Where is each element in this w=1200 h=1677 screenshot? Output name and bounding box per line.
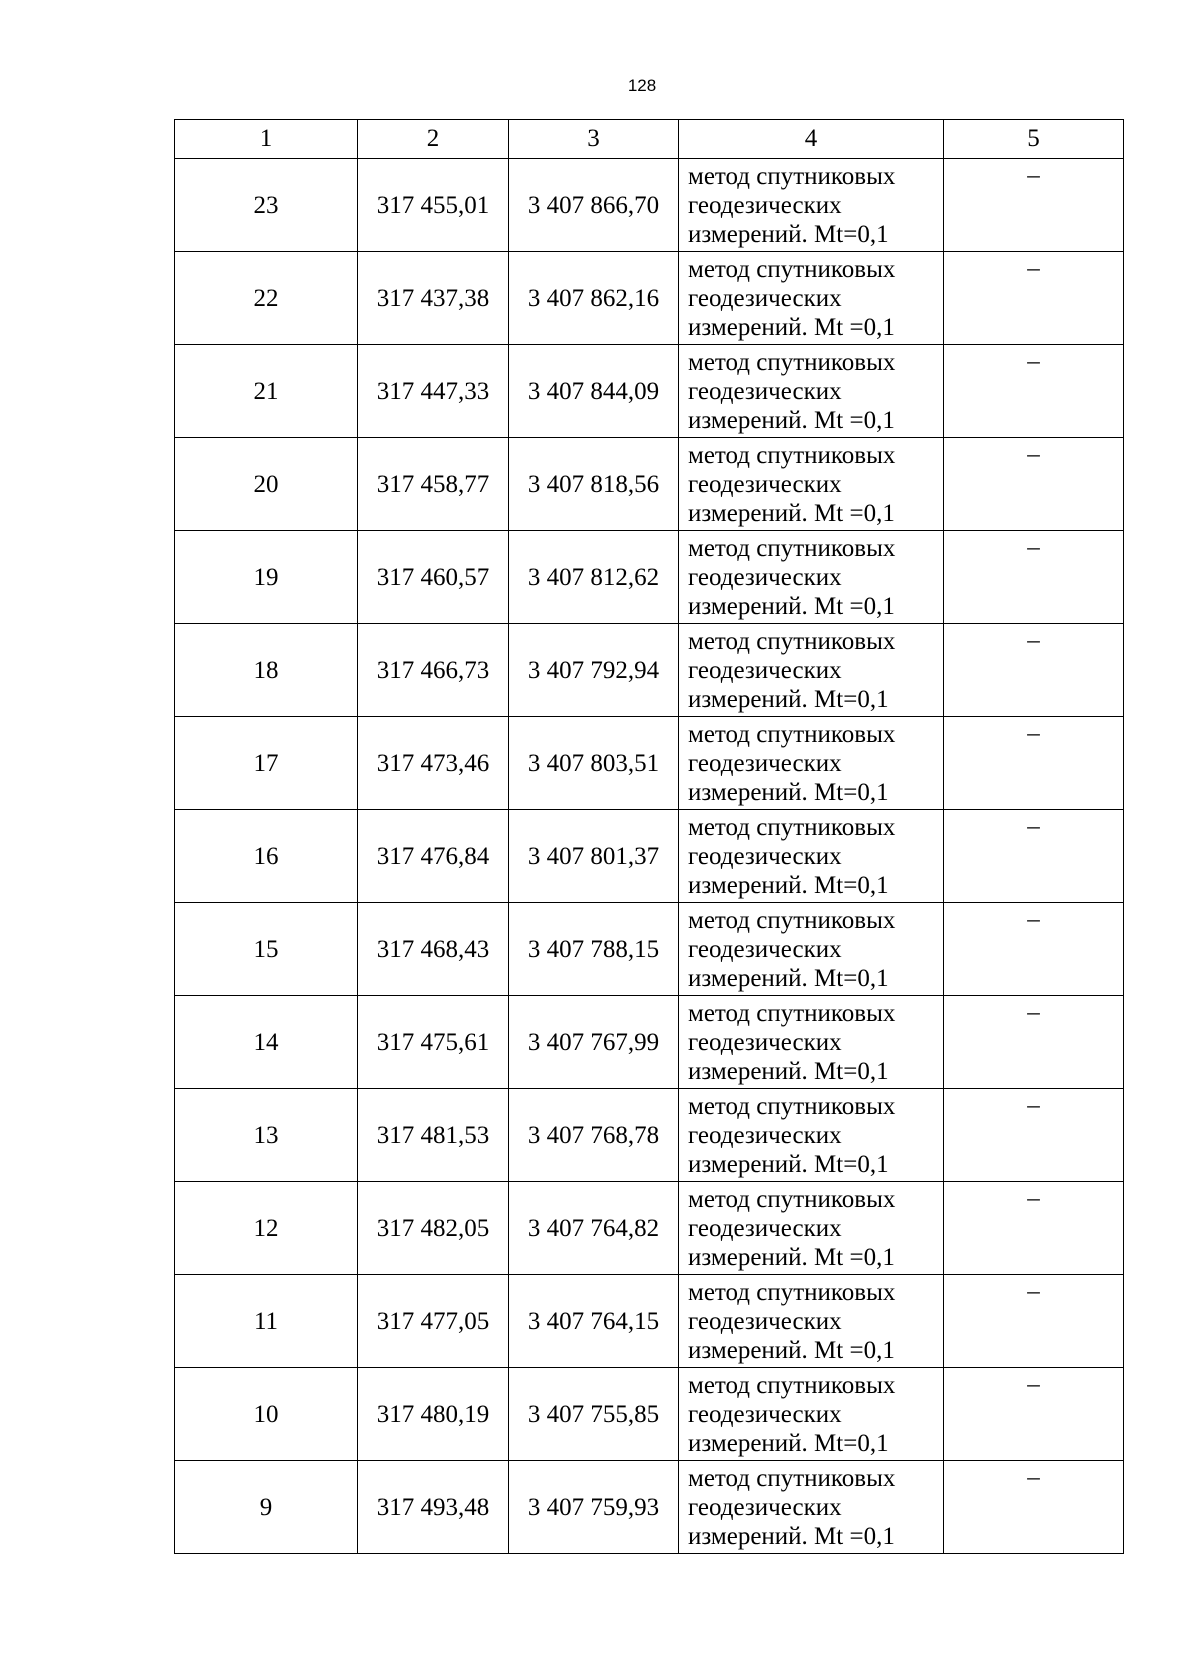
method-line: геодезических (688, 191, 842, 219)
y-coordinate-cell: 3 407 812,62 (509, 531, 679, 624)
method-cell (679, 717, 944, 810)
method-cell (679, 903, 944, 996)
method-line: геодезических (688, 284, 842, 312)
method-line: метод спутниковых (688, 1278, 896, 1306)
method-line: измерений. Mt=0,1 (688, 964, 889, 992)
y-coordinate-cell: 3 407 803,51 (509, 717, 679, 810)
method-line: метод спутниковых (688, 1371, 896, 1399)
note-cell: – (944, 1461, 1124, 1554)
point-number-cell: 14 (175, 996, 358, 1089)
method-line: метод спутниковых (688, 813, 896, 841)
y-coordinate-cell: 3 407 764,82 (509, 1182, 679, 1275)
method-line: геодезических (688, 842, 842, 870)
column-header-4: 4 (679, 120, 944, 159)
table-row (175, 624, 1124, 717)
table-body (175, 159, 1124, 1554)
table-row (175, 438, 1124, 531)
method-line: метод спутниковых (688, 1092, 896, 1120)
table-row (175, 1368, 1124, 1461)
page-number: 128 (627, 76, 657, 95)
x-coordinate-cell: 317 455,01 (358, 159, 509, 252)
method-cell (679, 252, 944, 345)
x-coordinate-cell: 317 458,77 (358, 438, 509, 531)
method-line: метод спутниковых (688, 999, 896, 1027)
point-number-cell: 17 (175, 717, 358, 810)
point-number-cell: 16 (175, 810, 358, 903)
x-coordinate-cell: 317 482,05 (358, 1182, 509, 1275)
method-line: измерений. Mt =0,1 (688, 499, 895, 527)
method-cell (679, 159, 944, 252)
method-line: геодезических (688, 1028, 842, 1056)
method-cell (679, 996, 944, 1089)
x-coordinate-cell: 317 476,84 (358, 810, 509, 903)
y-coordinate-cell: 3 407 801,37 (509, 810, 679, 903)
method-line: метод спутниковых (688, 255, 896, 283)
y-coordinate-cell: 3 407 866,70 (509, 159, 679, 252)
method-line: метод спутниковых (688, 906, 896, 934)
y-coordinate-cell: 3 407 755,85 (509, 1368, 679, 1461)
note-cell: – (944, 624, 1124, 717)
x-coordinate-cell: 317 460,57 (358, 531, 509, 624)
method-line: метод спутниковых (688, 1464, 896, 1492)
column-header-3: 3 (509, 120, 679, 159)
note-cell: – (944, 810, 1124, 903)
note-cell: – (944, 996, 1124, 1089)
method-line: геодезических (688, 1493, 842, 1521)
column-header-5: 5 (944, 120, 1124, 159)
note-cell: – (944, 345, 1124, 438)
note-cell: – (944, 717, 1124, 810)
x-coordinate-cell: 317 473,46 (358, 717, 509, 810)
column-header-1: 1 (175, 120, 358, 159)
table-row (175, 903, 1124, 996)
method-line: метод спутниковых (688, 348, 896, 376)
point-number-cell: 18 (175, 624, 358, 717)
table-row (175, 345, 1124, 438)
x-coordinate-cell: 317 480,19 (358, 1368, 509, 1461)
method-line: измерений. Mt =0,1 (688, 1522, 895, 1550)
point-number-cell: 19 (175, 531, 358, 624)
note-cell: – (944, 1089, 1124, 1182)
table-header-row (175, 120, 1124, 159)
method-line: метод спутниковых (688, 441, 896, 469)
point-number-cell: 9 (175, 1461, 358, 1554)
note-cell: – (944, 1182, 1124, 1275)
x-coordinate-cell: 317 493,48 (358, 1461, 509, 1554)
method-line: измерений. Mt=0,1 (688, 1150, 889, 1178)
table-row (175, 252, 1124, 345)
method-cell (679, 624, 944, 717)
method-line: геодезических (688, 563, 842, 591)
method-cell (679, 1275, 944, 1368)
method-line: геодезических (688, 656, 842, 684)
point-number-cell: 20 (175, 438, 358, 531)
method-line: геодезических (688, 377, 842, 405)
method-line: геодезических (688, 1214, 842, 1242)
method-line: измерений. Mt =0,1 (688, 1336, 895, 1364)
method-line: измерений. Mt =0,1 (688, 592, 895, 620)
note-cell: – (944, 438, 1124, 531)
method-line: измерений. Mt=0,1 (688, 1057, 889, 1085)
method-cell (679, 438, 944, 531)
method-line: геодезических (688, 470, 842, 498)
y-coordinate-cell: 3 407 764,15 (509, 1275, 679, 1368)
method-cell (679, 345, 944, 438)
x-coordinate-cell: 317 475,61 (358, 996, 509, 1089)
coordinates-table (174, 119, 1124, 1554)
x-coordinate-cell: 317 468,43 (358, 903, 509, 996)
method-cell (679, 1368, 944, 1461)
table-row (175, 810, 1124, 903)
point-number-cell: 22 (175, 252, 358, 345)
point-number-cell: 13 (175, 1089, 358, 1182)
method-cell (679, 810, 944, 903)
note-cell: – (944, 1275, 1124, 1368)
note-cell: – (944, 531, 1124, 624)
point-number-cell: 21 (175, 345, 358, 438)
method-line: метод спутниковых (688, 162, 896, 190)
point-number-cell: 11 (175, 1275, 358, 1368)
method-line: измерений. Mt =0,1 (688, 313, 895, 341)
note-cell: – (944, 1368, 1124, 1461)
table-row (175, 1182, 1124, 1275)
point-number-cell: 10 (175, 1368, 358, 1461)
y-coordinate-cell: 3 407 788,15 (509, 903, 679, 996)
method-line: измерений. Mt=0,1 (688, 778, 889, 806)
method-line: измерений. Mt =0,1 (688, 1243, 895, 1271)
table-row (175, 996, 1124, 1089)
method-cell (679, 1461, 944, 1554)
table-row (175, 159, 1124, 252)
y-coordinate-cell: 3 407 818,56 (509, 438, 679, 531)
y-coordinate-cell: 3 407 759,93 (509, 1461, 679, 1554)
method-line: геодезических (688, 1307, 842, 1335)
x-coordinate-cell: 317 437,38 (358, 252, 509, 345)
y-coordinate-cell: 3 407 862,16 (509, 252, 679, 345)
table-row (175, 1275, 1124, 1368)
method-line: измерений. Mt=0,1 (688, 1429, 889, 1457)
x-coordinate-cell: 317 481,53 (358, 1089, 509, 1182)
method-line: геодезических (688, 1400, 842, 1428)
method-line: геодезических (688, 749, 842, 777)
method-line: метод спутниковых (688, 720, 896, 748)
table-row (175, 717, 1124, 810)
x-coordinate-cell: 317 466,73 (358, 624, 509, 717)
method-cell (679, 1089, 944, 1182)
method-line: измерений. Mt=0,1 (688, 685, 889, 713)
table-row (175, 1089, 1124, 1182)
x-coordinate-cell: 317 477,05 (358, 1275, 509, 1368)
method-line: метод спутниковых (688, 1185, 896, 1213)
note-cell: – (944, 903, 1124, 996)
point-number-cell: 23 (175, 159, 358, 252)
method-cell (679, 1182, 944, 1275)
table-row (175, 1461, 1124, 1554)
note-cell: – (944, 159, 1124, 252)
y-coordinate-cell: 3 407 844,09 (509, 345, 679, 438)
point-number-cell: 12 (175, 1182, 358, 1275)
table-row (175, 531, 1124, 624)
y-coordinate-cell: 3 407 767,99 (509, 996, 679, 1089)
method-line: измерений. Mt =0,1 (688, 406, 895, 434)
y-coordinate-cell: 3 407 792,94 (509, 624, 679, 717)
column-header-2: 2 (358, 120, 509, 159)
method-line: метод спутниковых (688, 627, 896, 655)
method-line: геодезических (688, 1121, 842, 1149)
point-number-cell: 15 (175, 903, 358, 996)
method-line: измерений. Mt=0,1 (688, 220, 889, 248)
x-coordinate-cell: 317 447,33 (358, 345, 509, 438)
method-line: измерений. Mt=0,1 (688, 871, 889, 899)
y-coordinate-cell: 3 407 768,78 (509, 1089, 679, 1182)
note-cell: – (944, 252, 1124, 345)
method-line: метод спутниковых (688, 534, 896, 562)
method-line: геодезических (688, 935, 842, 963)
method-cell (679, 531, 944, 624)
